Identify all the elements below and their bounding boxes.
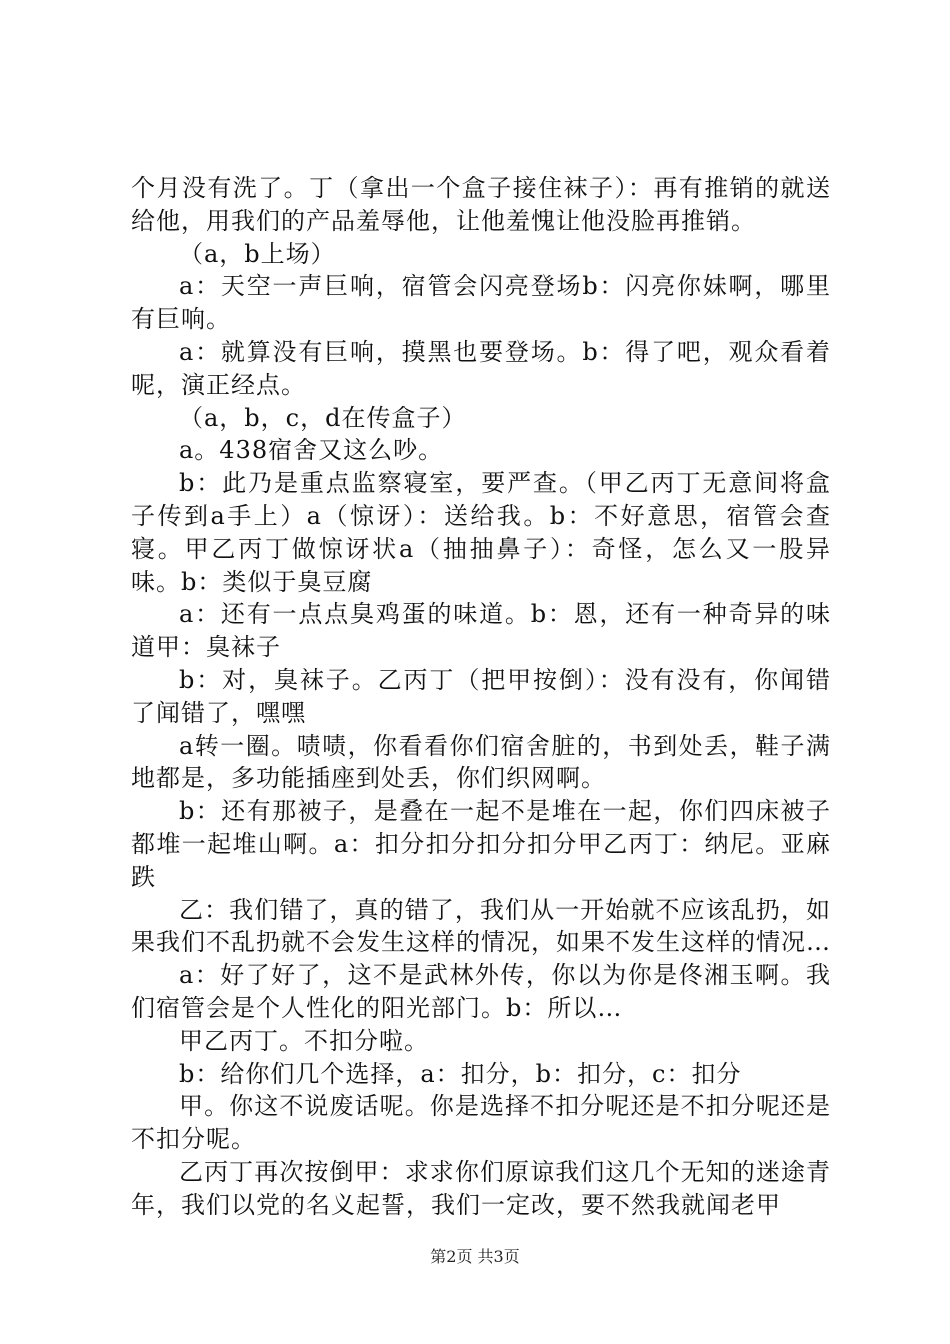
paragraph: b：还有那被子，是叠在一起不是堆在一起，你们四床被子都堆一起堆山啊。a：扣分扣分扣分扣分甲乙丙丁：纳尼。亚麻跌 <box>131 797 831 891</box>
paragraph: 甲。你这不说废话呢。你是选择不扣分呢还是不扣分呢还是不扣分呢。 <box>131 1092 831 1154</box>
paragraph: b：对，臭袜子。乙丙丁（把甲按倒）：没有没有，你闻错了闻错了，嘿嘿 <box>131 665 831 727</box>
paragraph: b：此乃是重点监察寝室，要严查。（甲乙丙丁无意间将盒子传到a手上）a（惊讶）：送给我。b：不好意思，宿管会查寝。甲乙丙丁做惊讶状a（抽抽鼻子）：奇怪，怎么又一股异味。b：类似于臭豆腐 <box>131 469 831 596</box>
paragraph: a：就算没有巨响，摸黑也要登场。b：得了吧，观众看着呢，演正经点。 <box>131 337 831 399</box>
paragraph: a：还有一点点臭鸡蛋的味道。b：恩，还有一种奇异的味道甲：臭袜子 <box>131 600 831 662</box>
paragraph: 乙：我们错了，真的错了，我们从一开始就不应该乱扔，如果我们不乱扔就不会发生这样的情况，如果不发生这样的情况… <box>131 895 831 957</box>
paragraph: 乙丙丁再次按倒甲：求求你们原谅我们这几个无知的迷途青年，我们以党的名义起誓，我们一定改，要不然我就闻老甲 <box>131 1157 831 1219</box>
paragraph: （a，b，c，d在传盒子） <box>179 403 467 432</box>
page-footer: 第2页 共3页 <box>430 1247 520 1266</box>
paragraph: a：天空一声巨响，宿管会闪亮登场b：闪亮你妹啊，哪里有巨响。 <box>131 272 831 334</box>
paragraph: b：给你们几个选择，a：扣分，b：扣分，c：扣分 <box>179 1059 742 1088</box>
paragraph: a：好了好了，这不是武林外传，你以为你是佟湘玉啊。我们宿管会是个人性化的阳光部门。b：所以… <box>131 961 831 1022</box>
paragraph: a转一圈。啧啧，你看看你们宿舍脏的，书到处丢，鞋子满地都是，多功能插座到处丢，你们织网啊。 <box>131 731 831 793</box>
paragraph: （a，b上场） <box>179 239 336 268</box>
paragraph: 甲乙丙丁。不扣分啦。 <box>179 1026 429 1055</box>
paragraph: a。438宿舍又这么吵。 <box>179 436 444 465</box>
document-body <box>131 172 831 1222</box>
paragraph: 个月没有洗了。丁（拿出一个盒子接住袜子）：再有推销的就送给他，用我们的产品羞辱他，让他羞愧让他没脸再推销。 <box>131 174 831 235</box>
